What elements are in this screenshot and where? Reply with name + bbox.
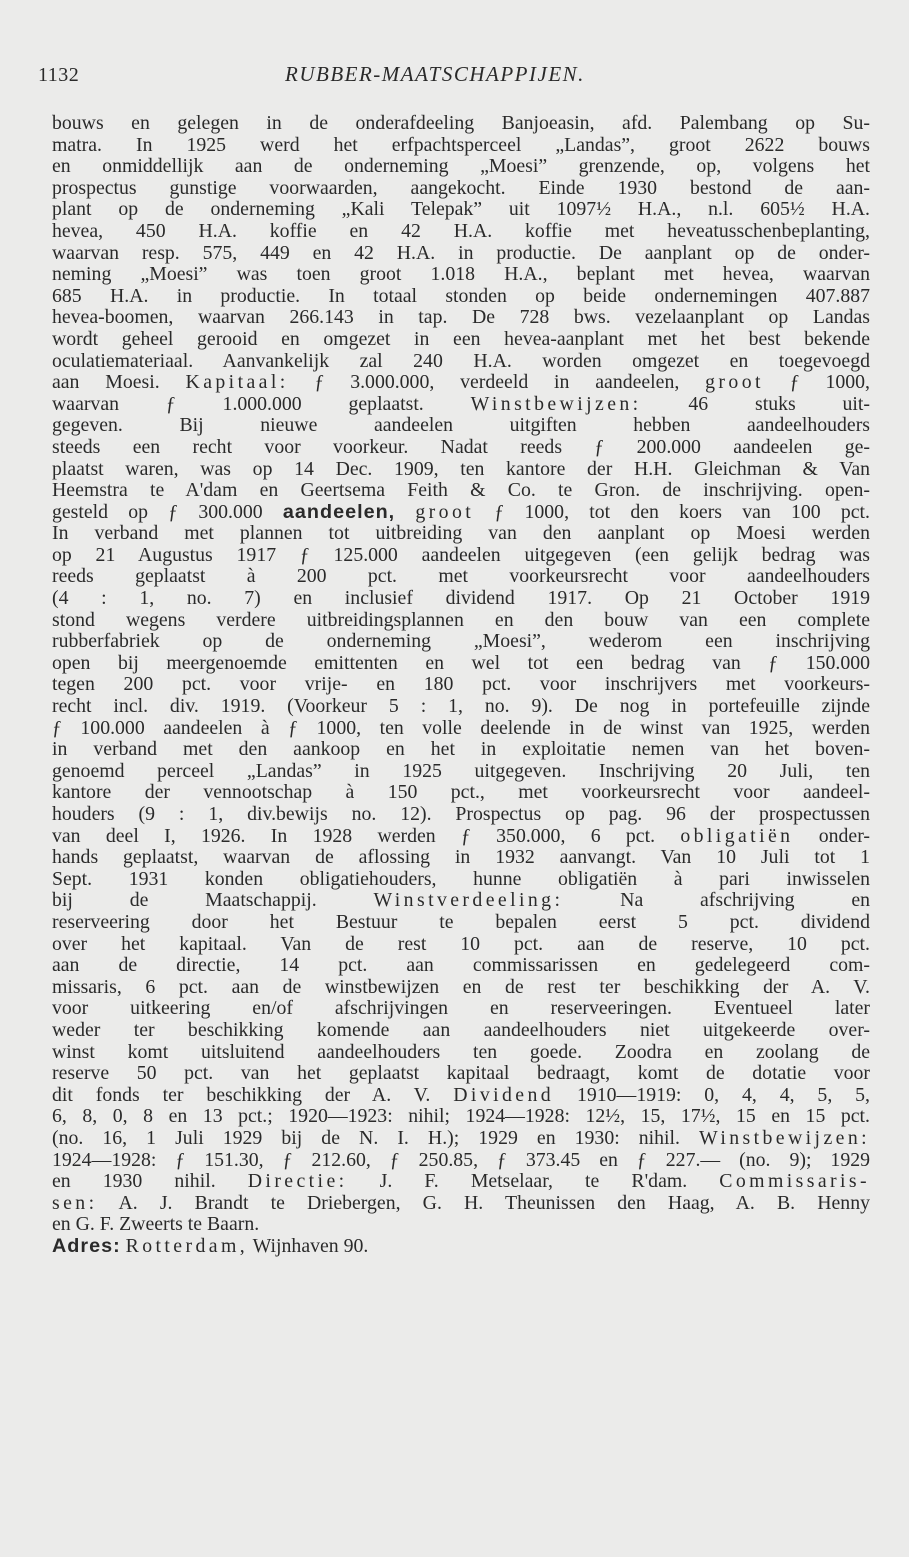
text-line: wordt geheel gerooid en omgezet in een hevea-aanplant met het best bekende <box>52 328 870 350</box>
text-fragment: en 1930 nihil. <box>52 1171 216 1193</box>
text-line: hevea-boomen, waarvan 266.143 in tap. De 728 bws. vezelaanplant op Landas <box>52 307 870 329</box>
text-fragment: ƒ 1000, tot den koers van 100 pct. <box>494 501 870 523</box>
spaced-heading-winstbewijzen: Winstbewijzen: <box>699 1127 870 1149</box>
text-line: 685 H.A. in productie. In totaal stonden op beide ondernemingen 407.887 <box>52 285 870 307</box>
text-fragment: ƒ 1000, <box>789 372 870 394</box>
page-header <box>38 60 838 92</box>
text-fragment: Wijnhaven 90. <box>252 1235 369 1257</box>
text-line: reserve 50 pct. van het geplaatst kapitaal bedraagt, komt de dotatie voor <box>52 1063 870 1085</box>
text-line: winst komt uitsluitend aandeelhouders ten goede. Zoodra en zoolang de <box>52 1041 870 1063</box>
text-fragment: J. F. Metselaar, te R'dam. <box>379 1171 688 1193</box>
text-line: In verband met plannen tot uitbreiding van den aanplant op Moesi werden <box>52 523 870 545</box>
text-line: bouws en gelegen in de onderafdeeling Banjoeasin, afd. Palembang op Su- <box>52 113 870 134</box>
text-fragment: 1910—1919: 0, 4, 4, 5, 5, <box>576 1084 870 1106</box>
spaced-heading-dividend: Dividend <box>453 1084 555 1106</box>
text-line: reserveering door het Bestuur te bepalen eerst 5 pct. dividend <box>52 911 870 933</box>
text-line: (4 : 1, no. 7) en inclusief dividend 1917. Op 21 October 1919 <box>52 588 870 610</box>
text-fragment: (no. 16, 1 Juli 1929 bij de N. I. H.); 1929 en 1930: nihil. <box>52 1127 680 1149</box>
spaced-heading-commissarissen-end: sen: <box>52 1192 98 1214</box>
text-line <box>52 1085 870 1107</box>
text-line: plant op de onderneming „Kali Telepak” uit 1097½ H.A., n.l. 605½ H.A. <box>52 199 870 221</box>
text-line: en G. F. Zweerts te Baarn. <box>52 1214 260 1236</box>
text-line: 6, 8, 0, 8 en 13 pct.; 1920—1923: nihil; 1924—1928: 12½, 15, 17½, 15 en 15 pct. <box>52 1106 870 1128</box>
text-fragment: A. J. Brandt te Driebergen, G. H. Theunissen den Haag, A. B. Henny <box>118 1192 870 1214</box>
spaced-word-groot: groot <box>415 501 475 523</box>
text-line: hands geplaatst, waarvan de aflossing in 1932 aanvangt. Van 10 Juli tot 1 <box>52 847 870 869</box>
text-line: kantore der vennootschap à 150 pct., met voorkeursrecht voor aandeel- <box>52 782 870 804</box>
text-line: stond wegens verdere uitbreidingsplannen en den bouw van een complete <box>52 609 870 631</box>
text-line: ƒ 100.000 aandeelen à ƒ 1000, ten volle deelende in de winst van 1925, werden <box>52 717 870 739</box>
text-fragment: gesteld op ƒ 300.000 <box>52 501 263 523</box>
text-line <box>52 394 870 416</box>
text-line: in verband met den aankoop en het in exploitatie nemen van het boven- <box>52 739 870 761</box>
text-line: matra. In 1925 werd het erfpachtsperceel „Landas”, groot 2622 bouws <box>52 134 870 156</box>
text-line: waarvan resp. 575, 449 en 42 H.A. in productie. De aanplant op de onder- <box>52 242 870 264</box>
spaced-word-groot: groot <box>705 372 764 394</box>
text-fragment: onder- <box>818 825 870 847</box>
text-line: weder ter beschikking komende aan aandeelhouders niet uitgekeerde over- <box>52 1019 870 1041</box>
text-line <box>52 1193 870 1215</box>
bold-label-adres: Adres: <box>52 1235 121 1257</box>
text-fragment: aan Moesi. <box>52 372 160 394</box>
text-line <box>52 890 870 912</box>
text-line <box>52 502 870 524</box>
text-line: voor uitkeering en/of afschrijvingen en reserveeringen. Eventueel later <box>52 998 870 1020</box>
text-line: 1924—1928: ƒ 151.30, ƒ 212.60, ƒ 250.85, ƒ 373.45 en ƒ 227.— (no. 9); 1929 <box>52 1149 870 1171</box>
spaced-heading-winstbewijzen: Winstbewijzen: <box>470 393 642 415</box>
text-fragment: van deel I, 1926. In 1928 werden ƒ 350.000, 6 pct. <box>52 825 656 847</box>
bold-word-aandeelen: aandeelen, <box>282 501 396 523</box>
text-line: recht incl. div. 1919. (Voorkeur 5 : 1, no. 9). De nog in portefeuille zijnde <box>52 696 870 718</box>
text-line: en onmiddellijk aan de onderneming „Moesi” grenzende, op, volgens het <box>52 156 870 178</box>
body-text <box>52 113 870 1257</box>
text-fragment: bij de Maatschappij. <box>52 890 317 912</box>
text-line: open bij meergenoemde emittenten en wel tot een bedrag van ƒ 150.000 <box>52 652 870 674</box>
text-line: hevea, 450 H.A. koffie en 42 H.A. koffie met heveatusschenbeplanting, <box>52 220 870 242</box>
spaced-heading-commissarissen: Commissaris- <box>719 1171 870 1193</box>
text-line: prospectus gunstige voorwaarden, aangekocht. Einde 1930 bestond de aan- <box>52 177 870 199</box>
text-line: aan de directie, 14 pct. aan commissarissen en gedelegeerd com- <box>52 955 870 977</box>
text-line: oculatiemateriaal. Aanvankelijk zal 240 H.A. worden omgezet en toegevoegd <box>52 350 870 372</box>
text-line <box>52 826 870 848</box>
spaced-heading-kapitaal: Kapitaal: <box>185 372 289 394</box>
spaced-heading-directie: Directie: <box>247 1171 348 1193</box>
text-line: op 21 Augustus 1917 ƒ 125.000 aandeelen uitgegeven (een gelijk bedrag was <box>52 544 870 566</box>
text-fragment: 46 stuks uit- <box>688 393 870 415</box>
text-line: houders (9 : 1, div.bewijs no. 12). Prospectus op pag. 96 der prospectussen <box>52 804 870 825</box>
text-line: rubberfabriek op de onderneming „Moesi”, wederom een inschrijving <box>52 631 870 653</box>
text-line: genoemd perceel „Landas” in 1925 uitgegeven. Inschrijving 20 Juli, ten <box>52 760 870 782</box>
text-line: reeds geplaatst à 200 pct. met voorkeursrecht voor aandeelhouders <box>52 566 870 588</box>
text-line: neming „Moesi” was toen groot 1.018 H.A., beplant met hevea, waarvan <box>52 264 870 286</box>
spaced-city-rotterdam: Rotterdam, <box>125 1235 249 1257</box>
text-line: over het kapitaal. Van de rest 10 pct. aan de reserve, 10 pct. <box>52 933 870 955</box>
text-line <box>52 1128 870 1150</box>
text-fragment: waarvan ƒ 1.000.000 geplaatst. <box>52 393 424 415</box>
text-line: Sept. 1931 konden obligatiehouders, hunne obligatiën à pari inwisselen <box>52 868 870 890</box>
address-line <box>52 1236 870 1258</box>
text-line: plaatst waren, was op 14 Dec. 1909, ten kantore der H.H. Gleichman & Van <box>52 458 870 480</box>
text-fragment: Na afschrijving en <box>620 890 870 912</box>
running-title: RUBBER-MAATSCHAPPIJEN. <box>285 62 585 86</box>
text-fragment: ƒ 3.000.000, verdeeld in aandeelen, <box>314 372 680 394</box>
text-line: steeds een recht voor voorkeur. Nadat reeds ƒ 200.000 aandeelen ge- <box>52 436 870 458</box>
text-line: Heemstra te A'dam en Geertsema Feith & Co. te Gron. de inschrijving. open- <box>52 480 870 502</box>
text-fragment: dit fonds ter beschikking der A. V. <box>52 1084 431 1106</box>
text-line: tegen 200 pct. voor vrije- en 180 pct. voor inschrijvers met voorkeurs- <box>52 674 870 696</box>
page-number: 1132 <box>38 64 80 86</box>
spaced-heading-winstverdeeling: Winstverdeeling: <box>373 890 564 912</box>
text-line: gegeven. Bij nieuwe aandeelen uitgiften hebben aandeelhouders <box>52 415 870 437</box>
text-line <box>52 372 870 394</box>
spaced-heading-obligatien: obligatiën <box>680 825 794 847</box>
text-line: missaris, 6 pct. aan de winstbewijzen en de rest ter beschikking der A. V. <box>52 976 870 998</box>
text-line <box>52 1171 870 1193</box>
